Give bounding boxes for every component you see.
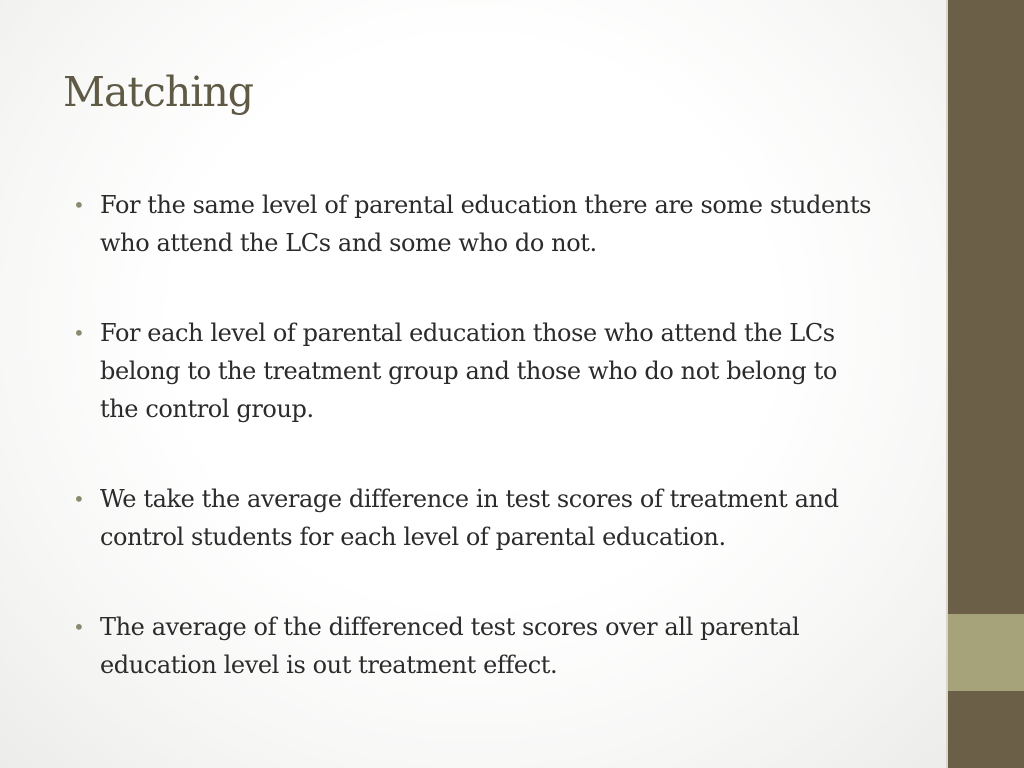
- bullet-icon: •: [73, 193, 85, 217]
- bullet-text: The average of the differenced test scores over all parental education level is out treatment effect.: [100, 613, 800, 679]
- bullet-text: For the same level of parental education there are some students who attend the LCs and some who do not.: [100, 191, 872, 257]
- bullet-item: [72, 608, 872, 684]
- bullet-icon: •: [73, 487, 85, 511]
- bullet-item: [72, 480, 872, 556]
- bullet-icon: •: [73, 615, 85, 639]
- bullet-icon: •: [73, 321, 85, 345]
- slide-title: Matching: [63, 68, 254, 116]
- bullet-text: For each level of parental education those who attend the LCs belong to the treatment group and those who do not belong to the control group.: [100, 319, 837, 423]
- bullet-list: [72, 186, 872, 684]
- sidebar-accent-block: [948, 614, 1024, 691]
- bullet-item: [72, 186, 872, 262]
- bullet-text: We take the average difference in test scores of treatment and control students for each level of parental education.: [100, 485, 839, 551]
- bullet-item: [72, 314, 872, 428]
